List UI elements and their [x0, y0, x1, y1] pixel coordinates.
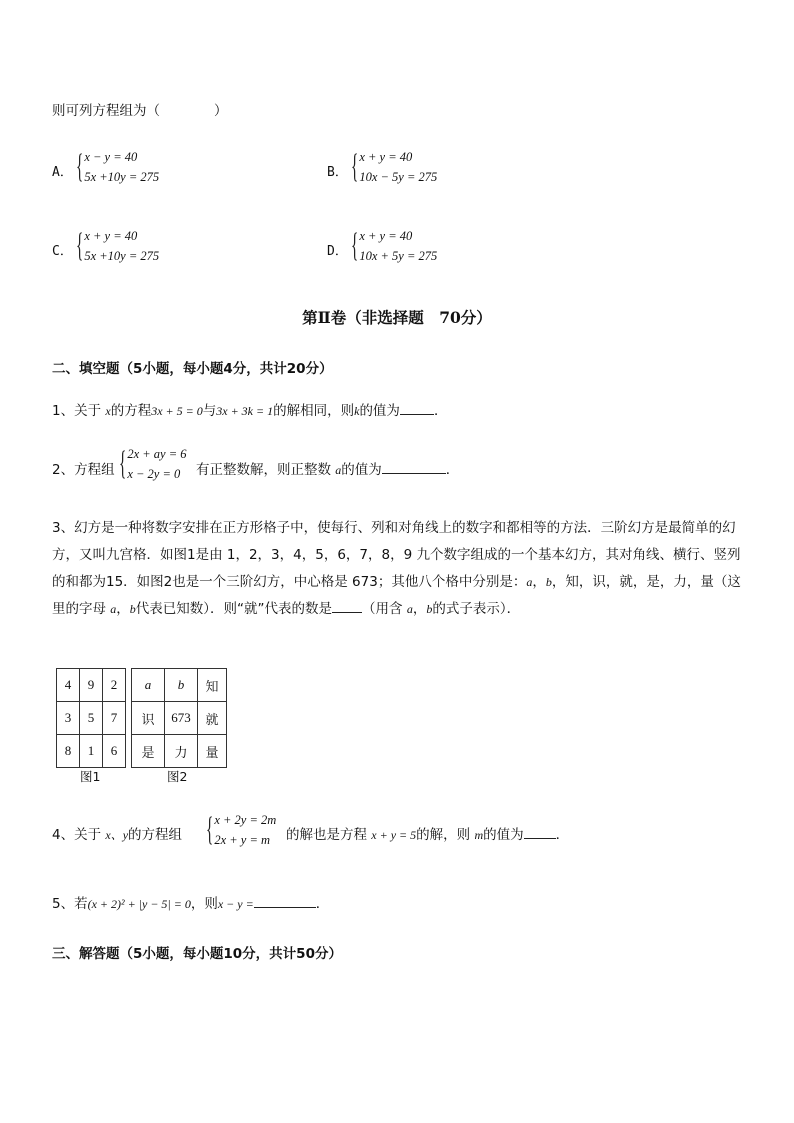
grid1-cell: 9 — [80, 669, 103, 702]
q2-prefix: 2、方程组 — [52, 462, 115, 478]
grid2-cell: a — [132, 669, 165, 702]
grid1-cell: 7 — [103, 702, 126, 735]
section3-title: 三、解答题（5小题，每小题10分，共计50分） — [52, 946, 342, 962]
option-a-eq2: 5x +10y = 275 — [84, 170, 160, 184]
brace-icon: { — [206, 811, 214, 848]
q4-rest: 的解也是方程 x + y = 5的解，则 m的值为 ． — [286, 827, 570, 843]
q2-system: { 2x + ay = 6 x − 2y = 0 — [119, 445, 187, 482]
answer-blank[interactable] — [332, 600, 362, 613]
brace-icon: { — [351, 227, 359, 264]
option-a-system — [76, 147, 159, 187]
option-c-eq2: 5x +10y = 275 — [84, 249, 160, 263]
option-d-system — [351, 226, 437, 266]
figure-1-caption: 图1 — [80, 769, 101, 784]
answer-blank[interactable] — [524, 826, 556, 839]
grid1-cell: 2 — [103, 669, 126, 702]
answer-blank[interactable] — [400, 402, 434, 415]
answer-blank[interactable] — [254, 895, 316, 908]
grid2-cell: 是 — [132, 735, 165, 768]
q4-prefix: 4、关于 x、y的方程组 — [52, 827, 183, 843]
q2-rest: 有正整数解，则正整数 a的值为 ． — [196, 462, 460, 478]
part2-title: 第Ⅱ卷（非选择题 70分） — [302, 308, 492, 327]
option-c-letter: C． — [52, 244, 73, 259]
section2-title: 二、填空题（5小题，每小题4分，共计20分） — [52, 361, 333, 377]
grid2-cell: b — [165, 669, 198, 702]
option-b-eq2: 10x − 5y = 275 — [359, 170, 438, 184]
brace-icon: { — [351, 148, 359, 185]
grid2-cell: 识 — [132, 702, 165, 735]
option-d-eq2: 10x + 5y = 275 — [359, 249, 438, 263]
option-b-letter: B． — [327, 165, 348, 180]
brace-icon: { — [76, 148, 84, 185]
option-a-letter: A． — [52, 165, 73, 180]
q4-system: { x + 2y = 2m 2x + y = m — [206, 811, 277, 848]
option-b-eq1: x + y = 40 — [359, 150, 413, 164]
option-d-letter: D． — [327, 244, 348, 259]
option-d-eq1: x + y = 40 — [359, 229, 413, 243]
option-a-eq1: x − y = 40 — [84, 150, 138, 164]
magic-square-1 — [56, 668, 126, 768]
grid1-cell: 5 — [80, 702, 103, 735]
question-1: 1、关于 x的方程3x + 5 = 0与3x + 3k = 1的解相同，则k的值为 ． — [52, 403, 448, 419]
grid1-cell: 1 — [80, 735, 103, 768]
figure-2-caption: 图2 — [167, 769, 188, 784]
grid2-cell: 就 — [198, 702, 227, 735]
grid2-cell: 力 — [165, 735, 198, 768]
brace-icon: { — [76, 227, 84, 264]
grid1-cell: 3 — [57, 702, 80, 735]
option-b-system — [351, 147, 437, 187]
magic-square-2 — [131, 668, 227, 768]
grid2-cell: 673 — [165, 702, 198, 735]
grid1-cell: 4 — [57, 669, 80, 702]
grid2-cell: 量 — [198, 735, 227, 768]
grid1-cell: 8 — [57, 735, 80, 768]
grid2-cell: 知 — [198, 669, 227, 702]
intro-text: 则可列方程组为（ ） — [52, 103, 228, 119]
option-c-eq1: x + y = 40 — [84, 229, 138, 243]
grid1-cell: 6 — [103, 735, 126, 768]
question-3: 3、幻方是一种将数字安排在正方形格子中，使每行、列和对角线上的数字和都相等的方法．三阶幻方是最简单的幻方，又叫九宫格．如图1是由 1，2，3，4，5，6，7，8，9 九个数字组成的一个基本幻方，其对角线、横行、竖列的和都为15．如图2也是一个三阶幻方，中心格是 673；其他八个格中分别是：a，b，知，识，就，是，力，量（这里的字母 a，b代表已知数）．则“就”代表的数是 （用含 a，b的式子表示）． — [52, 520, 741, 617]
brace-icon: { — [119, 445, 127, 482]
answer-blank[interactable] — [382, 461, 446, 474]
question-5: 5、若(x + 2)² + |y − 5| = 0，则x − y = ． — [52, 896, 330, 912]
option-c-system — [76, 226, 159, 266]
